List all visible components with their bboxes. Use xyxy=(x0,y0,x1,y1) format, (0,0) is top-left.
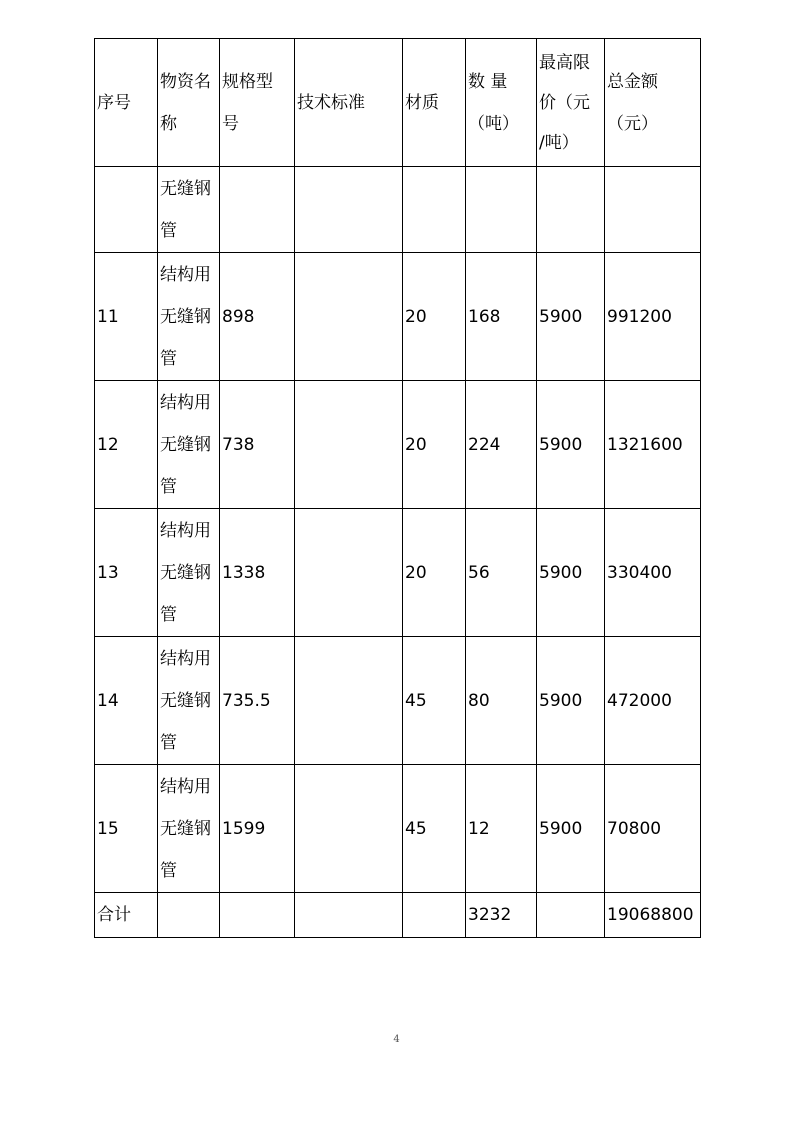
table-cell xyxy=(158,893,220,938)
cell-name-line: 结构用 xyxy=(160,648,211,669)
header-spec-line: 规格型 xyxy=(222,71,273,92)
page-number: 4 xyxy=(393,1034,400,1045)
header-unit-price-line: /吨） xyxy=(539,132,579,153)
cell-spec: 735.5 xyxy=(220,637,295,765)
cell-quantity: 80 xyxy=(466,637,537,765)
header-total-line: 总金额 xyxy=(607,71,658,92)
header-quantity-line: （吨） xyxy=(468,113,519,134)
cell-name-line: 无缝钢 xyxy=(160,306,211,327)
cell-name xyxy=(158,253,220,381)
cell-name-line: 管 xyxy=(160,348,177,369)
category-name-line: 管 xyxy=(160,220,177,241)
header-name-line: 称 xyxy=(160,113,177,134)
header-total xyxy=(605,39,701,167)
cell-name-line: 结构用 xyxy=(160,776,211,797)
cell-material: 20 xyxy=(403,381,466,509)
category-row xyxy=(95,167,701,253)
cell-name-line: 无缝钢 xyxy=(160,818,211,839)
header-unit-price xyxy=(537,39,605,167)
cell-total: 472000 xyxy=(605,637,701,765)
table-row xyxy=(95,765,701,893)
cell-material: 45 xyxy=(403,765,466,893)
table-cell xyxy=(403,893,466,938)
header-spec-line: 号 xyxy=(222,113,239,134)
category-name-line: 无缝钢 xyxy=(160,178,211,199)
cell-unit-price: 5900 xyxy=(537,765,605,893)
cell-quantity: 224 xyxy=(466,381,537,509)
cell-name-line: 无缝钢 xyxy=(160,434,211,455)
header-standard: 技术标准 xyxy=(295,39,403,167)
total-row xyxy=(95,893,701,938)
cell-name-line: 管 xyxy=(160,860,177,881)
total-amount: 19068800 xyxy=(605,893,701,938)
header-unit-price-line: 最高限 xyxy=(539,52,590,73)
cell-total: 330400 xyxy=(605,509,701,637)
cell-name xyxy=(158,637,220,765)
cell-name-line: 结构用 xyxy=(160,264,211,285)
table-row xyxy=(95,381,701,509)
cell-material: 20 xyxy=(403,253,466,381)
table-cell xyxy=(537,893,605,938)
header-name-line: 物资名 xyxy=(160,71,211,92)
cell-unit-price: 5900 xyxy=(537,253,605,381)
cell-standard xyxy=(295,765,403,893)
cell-total: 70800 xyxy=(605,765,701,893)
cell-name xyxy=(158,509,220,637)
cell-quantity: 12 xyxy=(466,765,537,893)
header-name xyxy=(158,39,220,167)
cell-material: 45 xyxy=(403,637,466,765)
table-cell xyxy=(295,167,403,253)
header-quantity-line: 数 量 xyxy=(468,71,508,92)
cell-total: 1321600 xyxy=(605,381,701,509)
cell-unit-price: 5900 xyxy=(537,381,605,509)
table-cell xyxy=(403,167,466,253)
header-quantity xyxy=(466,39,537,167)
cell-index: 11 xyxy=(95,253,158,381)
total-label: 合计 xyxy=(95,893,158,938)
cell-name xyxy=(158,381,220,509)
table-row xyxy=(95,637,701,765)
cell-name-line: 管 xyxy=(160,732,177,753)
cell-index: 13 xyxy=(95,509,158,637)
cell-quantity: 56 xyxy=(466,509,537,637)
cell-standard xyxy=(295,637,403,765)
table-cell xyxy=(537,167,605,253)
cell-name-line: 无缝钢 xyxy=(160,562,211,583)
header-unit-price-line: 价（元 xyxy=(539,92,590,113)
table-row xyxy=(95,253,701,381)
table-header-row xyxy=(95,39,701,167)
cell-name-line: 管 xyxy=(160,604,177,625)
cell-material: 20 xyxy=(403,509,466,637)
cell-spec: 898 xyxy=(220,253,295,381)
cell-standard xyxy=(295,381,403,509)
cell-spec: 738 xyxy=(220,381,295,509)
cell-standard xyxy=(295,253,403,381)
cell-unit-price: 5900 xyxy=(537,637,605,765)
cell-index: 12 xyxy=(95,381,158,509)
header-total-line: （元） xyxy=(607,113,658,134)
cell-unit-price: 5900 xyxy=(537,509,605,637)
cell-quantity: 168 xyxy=(466,253,537,381)
table-cell xyxy=(466,167,537,253)
materials-table xyxy=(94,38,701,938)
table-cell xyxy=(605,167,701,253)
cell-name xyxy=(158,765,220,893)
cell-standard xyxy=(295,509,403,637)
category-name xyxy=(158,167,220,253)
table-cell xyxy=(295,893,403,938)
header-spec xyxy=(220,39,295,167)
cell-index: 15 xyxy=(95,765,158,893)
cell-spec: 1338 xyxy=(220,509,295,637)
cell-name-line: 无缝钢 xyxy=(160,690,211,711)
cell-index: 14 xyxy=(95,637,158,765)
cell-name-line: 结构用 xyxy=(160,392,211,413)
header-index: 序号 xyxy=(95,39,158,167)
cell-total: 991200 xyxy=(605,253,701,381)
cell-name-line: 管 xyxy=(160,476,177,497)
cell-name-line: 结构用 xyxy=(160,520,211,541)
table-row xyxy=(95,509,701,637)
table-cell xyxy=(220,167,295,253)
total-quantity: 3232 xyxy=(466,893,537,938)
cell-spec: 1599 xyxy=(220,765,295,893)
header-material: 材质 xyxy=(403,39,466,167)
table-cell xyxy=(220,893,295,938)
table-cell xyxy=(95,167,158,253)
